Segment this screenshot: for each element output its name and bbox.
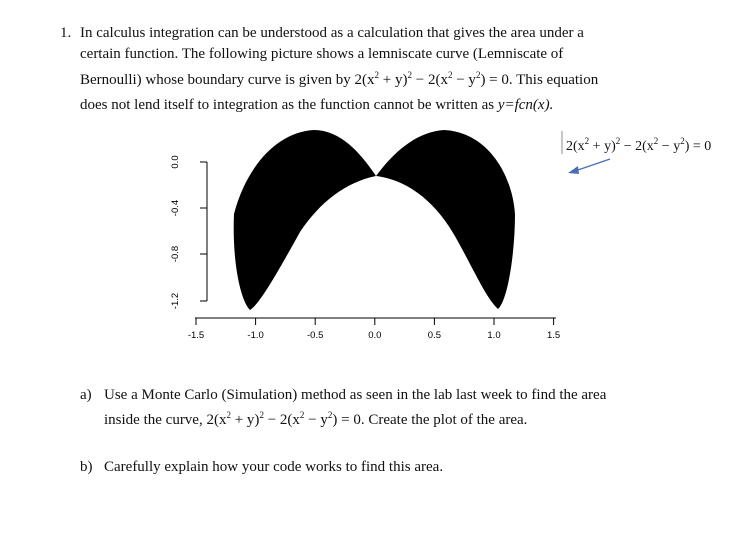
part-a-label: a): [80, 387, 92, 403]
y-tick-label: -1.2: [170, 292, 181, 310]
function-expression: y=fcn(x).: [497, 97, 554, 113]
y-tick-label: 0.0: [170, 155, 181, 169]
x-tick-label: 1.0: [487, 330, 501, 341]
annotation-equation: $2(x^2 + y)^2 - 2(x^2 - y^2) = 0$: [566, 136, 712, 154]
part-b-label: b): [80, 459, 93, 475]
annotation-arrow: [575, 159, 610, 171]
y-tick-label: -0.8: [170, 245, 181, 263]
question-number: 1.: [60, 25, 72, 41]
x-tick-label: 0.5: [427, 330, 442, 341]
boundary-equation: $2(x^2 + y)^2 - 2(x^2 - y^2) = 0$: [354, 70, 509, 88]
x-tick-label: 1.5: [546, 330, 561, 341]
question-line-3-text: Bernoulli) whose boundary curve is given by: [80, 72, 351, 88]
part-a-line-1: Use a Monte Carlo (Simulation) method as seen in the lab last week to find the area: [104, 387, 607, 403]
part-b-text: Carefully explain how your code works to find this area.: [104, 459, 444, 475]
arrowhead-icon: [568, 166, 579, 174]
x-tick-label: -1.5: [187, 330, 205, 341]
part-a-line-2: inside the curve, $2(x^2 + y)^2 - 2(x^2 - y^2) = 0$. Create the plot of the area.: [104, 410, 528, 428]
question-line-4: does not lend itself to integration as the function cannot be written as y=fcn(x).: [80, 97, 554, 113]
question-line-1: In calculus integration can be understood as a calculation that gives the area under a: [80, 25, 584, 41]
x-tick-label: -1.0: [247, 330, 264, 341]
question-line-3-tail: . This equation: [508, 72, 599, 88]
lemniscate-filled-area: [234, 130, 515, 310]
y-tick-label: -0.4: [170, 199, 181, 217]
x-tick-label: 0.0: [368, 330, 382, 341]
x-tick-label: -0.5: [307, 330, 324, 341]
question-line-2: certain function. The following picture shows a lemniscate curve (Lemniscate of: [80, 46, 564, 62]
part-a-equation: $2(x^2 + y)^2 - 2(x^2 - y^2) = 0$: [206, 410, 361, 428]
